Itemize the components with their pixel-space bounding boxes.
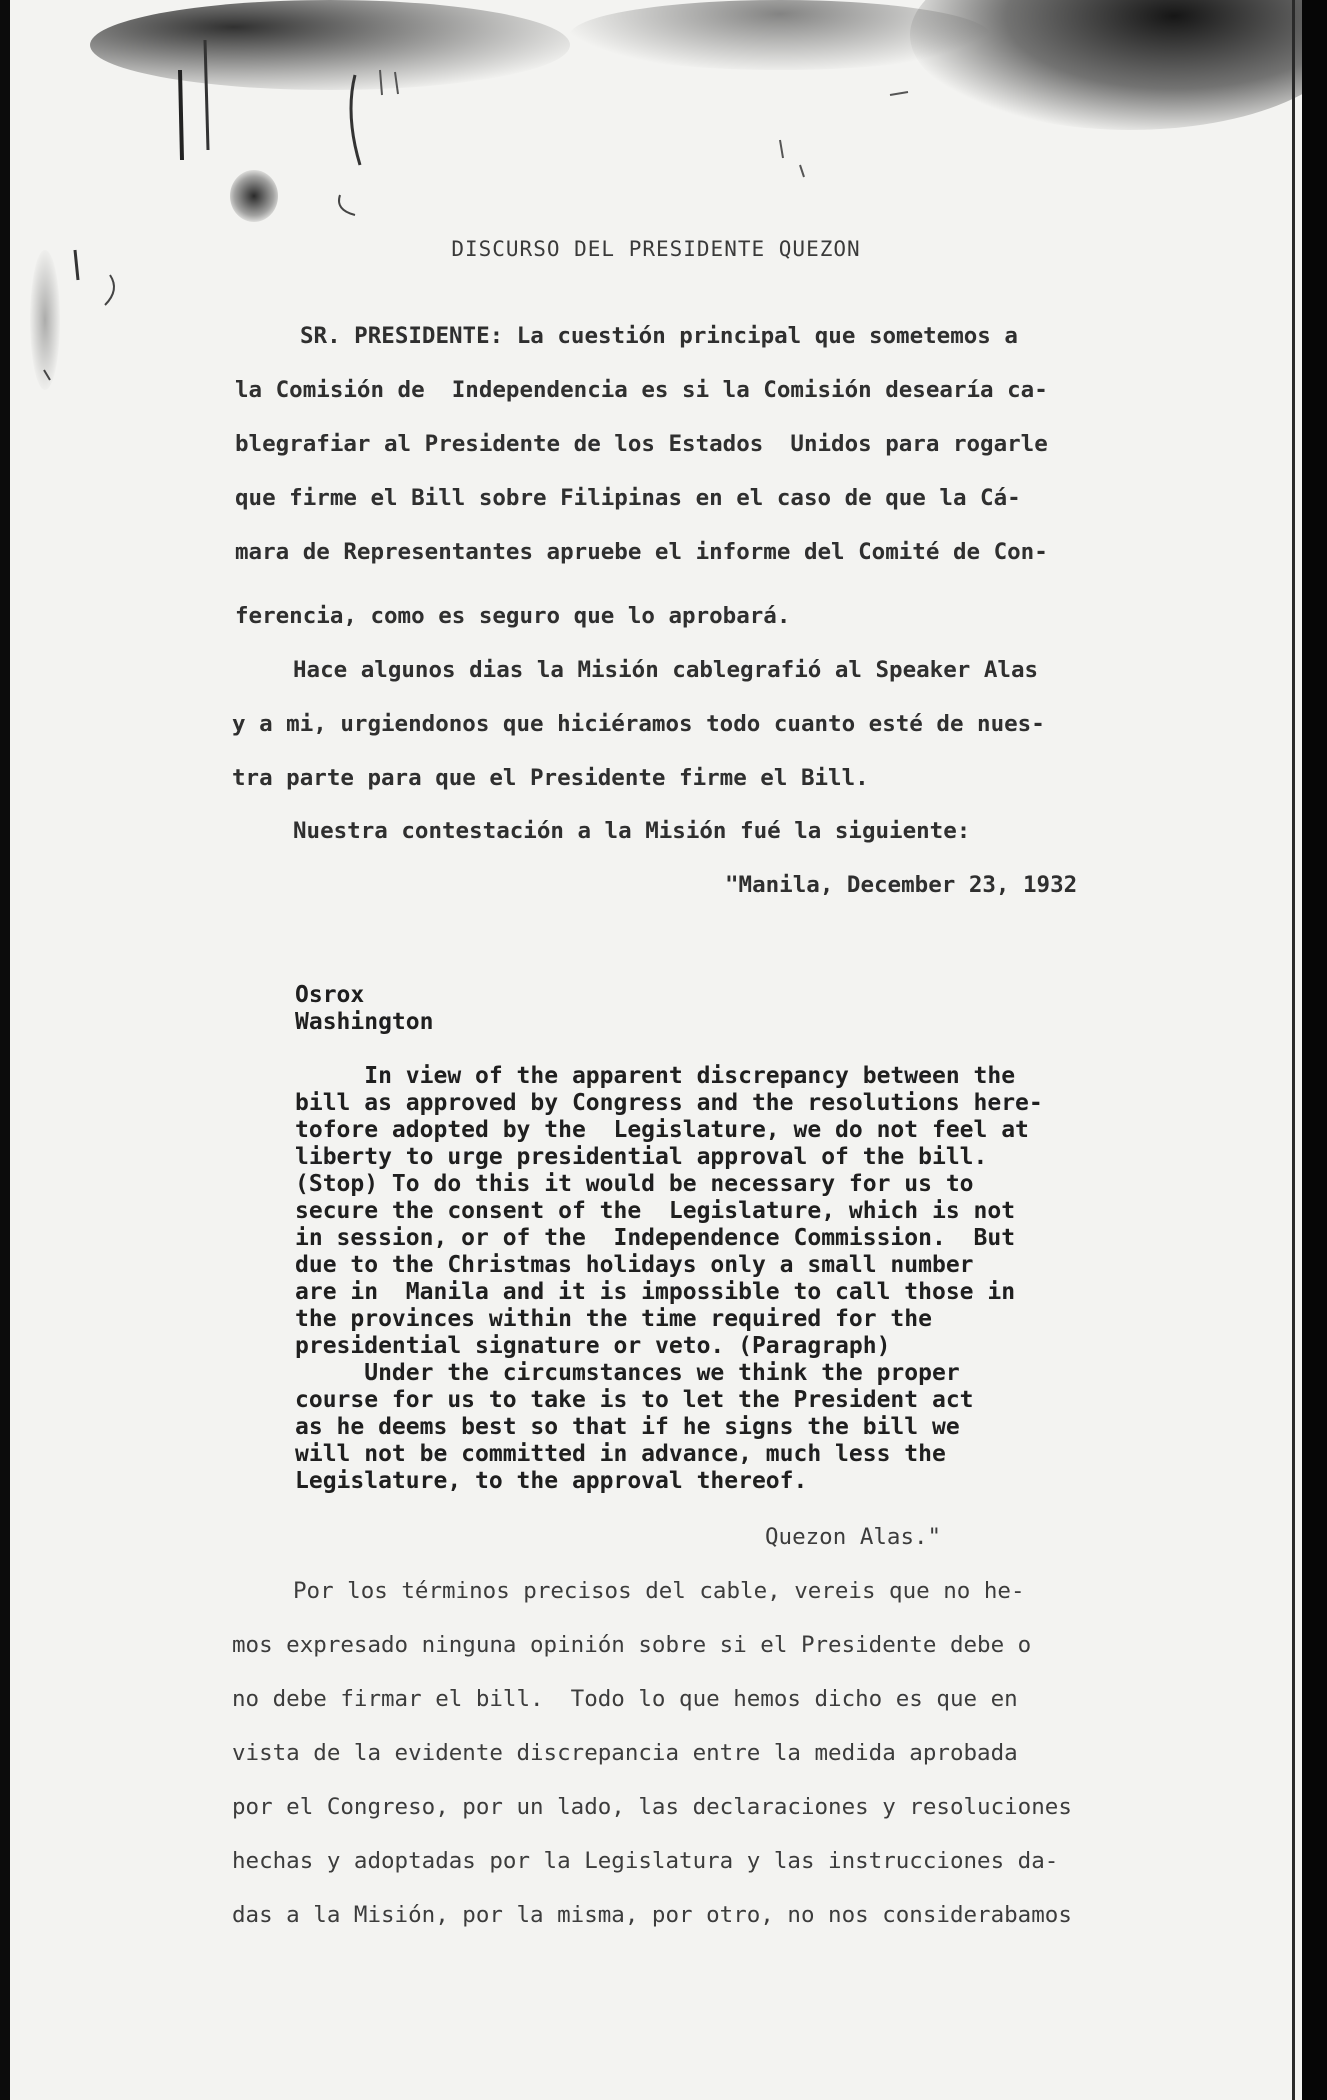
para2-line: y a mi, urgiendonos que hiciéramos todo cuanto esté de nues- [232, 711, 1045, 737]
document-page [10, 0, 1302, 2100]
para2-line: tra parte para que el Presidente firme el Bill. [232, 765, 869, 791]
para4-line: mos expresado ninguna opinión sobre si el Presidente debe o [232, 1632, 1032, 1658]
cable-body-line: bill as approved by Congress and the resolutions here- [295, 1090, 1043, 1116]
cable-signature: Quezon Alas." [765, 1524, 942, 1550]
cable-body-line: Under the circumstances we think the proper [295, 1360, 960, 1386]
cable-body-line: tofore adopted by the Legislature, we do not feel at [295, 1117, 1029, 1143]
para1-line: la Comisión de Independencia es si la Comisión desearía ca- [235, 377, 1048, 403]
cable-body-line: the provinces within the time required for the [295, 1306, 932, 1332]
cable-body-line: due to the Christmas holidays only a small number [295, 1252, 974, 1278]
cable-body-line: Legislature, to the approval thereof. [295, 1468, 808, 1494]
page-edge [1292, 0, 1295, 2100]
para4-line: das a la Misión, por la misma, por otro, no nos considerabamos [232, 1902, 1072, 1928]
para1-line: SR. PRESIDENTE: La cuestión principal que sometemos a [300, 323, 1018, 349]
para4-line: vista de la evidente discrepancia entre la medida aprobada [232, 1740, 1018, 1766]
para4-line: hechas y adoptadas por la Legislatura y las instrucciones da- [232, 1848, 1059, 1874]
scan-border [1302, 0, 1327, 2100]
para4-line: Por los términos precisos del cable, vereis que no he- [293, 1578, 1025, 1604]
cable-addressee: Osrox [295, 982, 365, 1008]
cable-body-line: as he deems best so that if he signs the bill we [295, 1414, 960, 1440]
para4-line: no debe firmar el bill. Todo lo que hemos dicho es que en [232, 1686, 1018, 1712]
cable-body-line: will not be committed in advance, much less the [295, 1441, 946, 1467]
cable-body-line: In view of the apparent discrepancy between the [295, 1063, 1016, 1089]
para1-line: que firme el Bill sobre Filipinas en el caso de que la Cá- [235, 485, 1021, 511]
cable-body-line: in session, or of the Independence Commission. But [295, 1225, 1016, 1251]
cable-body-line: (Stop) To do this it would be necessary for us to [295, 1171, 974, 1197]
cable-body-line: liberty to urge presidential approval of the bill. [295, 1144, 988, 1170]
cable-addressee: Washington [295, 1009, 434, 1035]
para2-line: Hace algunos dias la Misión cablegrafió al Speaker Alas [293, 657, 1039, 683]
cable-dateline: "Manila, December 23, 1932 [725, 872, 1078, 898]
document-title: DISCURSO DEL PRESIDENTE QUEZON [451, 237, 861, 261]
cable-body-line: are in Manila and it is impossible to call those in [295, 1279, 1016, 1305]
cable-body-line: course for us to take is to let the President act [295, 1387, 974, 1413]
cable-body-line: presidential signature or veto. (Paragraph) [295, 1333, 891, 1359]
para1-line: ferencia, como es seguro que lo aprobará. [235, 603, 791, 629]
cable-body-line: secure the consent of the Legislature, which is not [295, 1198, 1016, 1224]
para4-line: por el Congreso, por un lado, las declaraciones y resoluciones [232, 1794, 1072, 1820]
para1-line: mara de Representantes apruebe el informe del Comité de Con- [235, 539, 1048, 565]
para3-line: Nuestra contestación a la Misión fué la siguiente: [293, 818, 971, 844]
para1-line: blegrafiar al Presidente de los Estados Unidos para rogarle [235, 431, 1048, 457]
